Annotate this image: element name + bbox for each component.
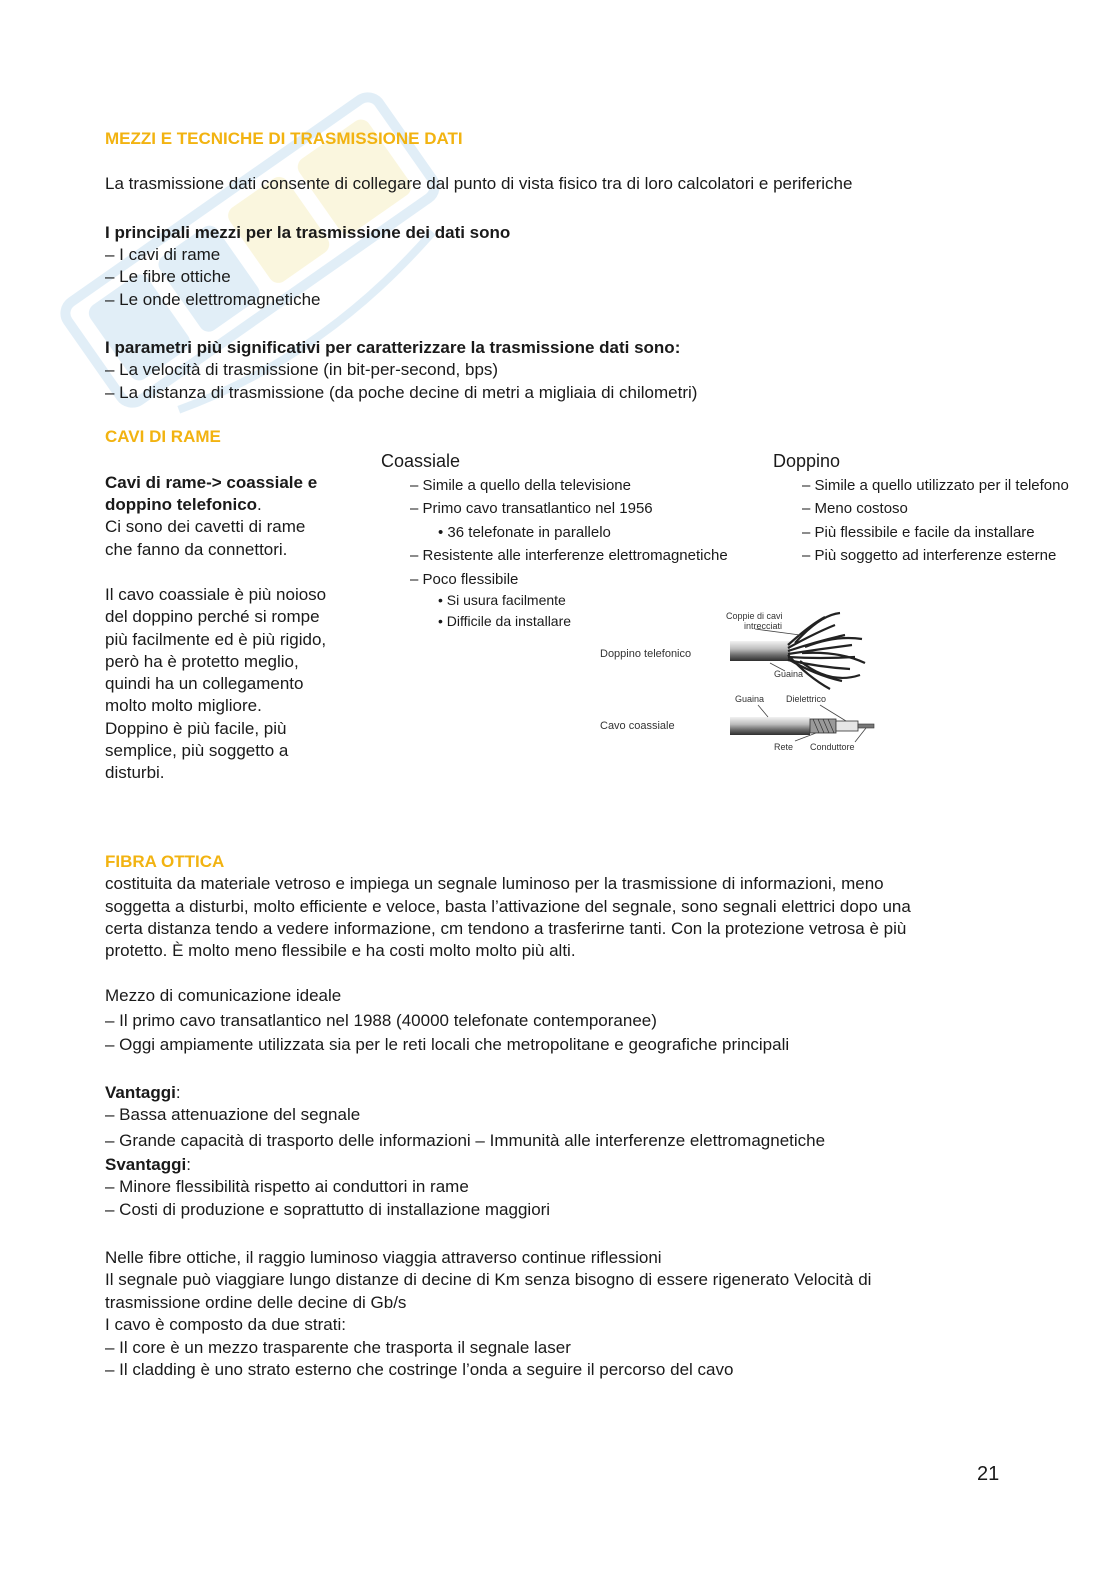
coax-conductor: [858, 724, 874, 728]
cavi-left-line: più facilmente ed è più rigido,: [105, 630, 327, 649]
cavi-left-bold-line: Cavi di rame-> coassiale e: [105, 473, 318, 492]
figure-label-intrecciati: intrecciati: [744, 621, 783, 631]
coax-dielectric: [836, 721, 858, 731]
cavi-left-line: però ha è protetto meglio,: [105, 652, 299, 671]
final-line: trasmissione ordine delle decine di Gb/s: [105, 1293, 407, 1312]
intro-text: La trasmissione dati consente di collegare dal punto di vista fisico tra di loro calcolatori e periferiche: [105, 174, 853, 193]
figure-label-dielettrico: Dielettrico: [786, 694, 827, 704]
figure-label-doppino: Doppino telefonico: [600, 648, 692, 660]
cavi-left-line: semplice, più soggetto a: [105, 741, 289, 760]
cavi-left-line: quindi ha un collegamento: [105, 674, 304, 693]
vantaggi-colon: :: [175, 1083, 181, 1102]
coassiale-item: – Resistente alle interferenze elettromagnetiche: [410, 547, 728, 564]
page-number: 21: [977, 1463, 1000, 1485]
cavi-left-line: Doppino è più facile, più: [105, 719, 287, 738]
twisted-pair-wires: [788, 613, 865, 689]
ideal-title: Mezzo di comunicazione ideale: [105, 986, 342, 1005]
fibra-paragraph-line: soggetta a disturbi, molto efficiente e veloce, basta l’attivazione del segnale, sono segnali elettrici dopo una: [105, 897, 911, 916]
section-heading-fibra: FIBRA OTTICA: [105, 852, 225, 871]
vantaggi-item: – Grande capacità di trasporto delle informazioni – Immunità alle interferenze elettromagnetiche: [105, 1131, 826, 1150]
cavi-left-line: che fanno da connettori.: [105, 540, 288, 559]
final-line: I cavo è composto da due strati:: [105, 1315, 346, 1334]
params-item: – La distanza di trasmissione (da poche decine di metri a migliaia di chilometri): [105, 383, 698, 402]
section-heading-cavi: CAVI DI RAME: [105, 427, 221, 446]
doppino-item: – Più soggetto ad interferenze esterne: [802, 547, 1057, 564]
cavi-left-bold-line2: [105, 494, 262, 517]
figure-label-coppie: Coppie di cavi: [726, 611, 783, 621]
coassiale-title: Coassiale: [381, 451, 461, 471]
figure-label-rete: Rete: [774, 742, 794, 752]
fibra-paragraph-line: costituita da materiale vetroso e impiega un segnale luminoso per la trasmissione di informazioni, meno: [105, 874, 884, 893]
twisted-pair-jacket: [730, 641, 790, 661]
cable-drawing: [590, 605, 890, 765]
coassiale-item: – Poco flessibile: [410, 571, 519, 588]
doppino-item: – Più flessibile e facile da installare: [802, 524, 1035, 541]
doppino-item: – Simile a quello utilizzato per il telefono: [802, 477, 1069, 494]
ideal-item: – Il primo cavo transatlantico nel 1988 (40000 telefonate contemporanee): [105, 1011, 657, 1030]
cable-figure: [590, 605, 890, 765]
svantaggi-colon: :: [186, 1155, 191, 1174]
cavi-left-bold-text: doppino telefonico: [105, 495, 258, 514]
figure-label-guaina-top: Guaina: [774, 669, 804, 679]
coassiale-subitem: • Si usura facilmente: [438, 592, 566, 608]
svantaggi-heading: [105, 1154, 191, 1177]
vantaggi-heading: [105, 1082, 181, 1105]
coassiale-subitem: • Difficile da installare: [438, 613, 572, 629]
svantaggi-item: – Minore flessibilità rispetto ai conduttori in rame: [105, 1177, 469, 1196]
svantaggi-item: – Costi di produzione e soprattutto di installazione maggiori: [105, 1200, 551, 1219]
final-line: – Il cladding è uno strato esterno che costringe l’onda a seguire il percorso del cavo: [105, 1360, 734, 1379]
coassiale-item: – Primo cavo transatlantico nel 1956: [410, 500, 653, 517]
figure-label-coassiale: Cavo coassiale: [600, 720, 675, 732]
fibra-paragraph-line: certa distanza tendo a vedere informazione, cm tendono a trasferirne tanti. Con la protezione vetrosa è più: [105, 919, 907, 938]
media-title: I principali mezzi per la trasmissione dei dati sono: [105, 223, 511, 242]
svantaggi-label: Svantaggi: [105, 1155, 187, 1174]
fibra-paragraph-line: protetto. È molto meno flessibile e ha costi molto molto più alti.: [105, 941, 576, 960]
media-item: – Le onde elettromagnetiche: [105, 290, 321, 309]
final-line: – Il core è un mezzo trasparente che trasporta il segnale laser: [105, 1338, 571, 1357]
final-line: Nelle fibre ottiche, il raggio luminoso viaggia attraverso continue riflessioni: [105, 1248, 662, 1267]
cavi-left-line: Il cavo coassiale è più noioso: [105, 585, 327, 604]
doppino-item: – Meno costoso: [802, 500, 908, 517]
coassiale-subitem: • 36 telefonate in parallelo: [438, 524, 611, 541]
params-item: – La velocità di trasmissione (in bit-per-second, bps): [105, 360, 499, 379]
params-title: I parametri più significativi per caratterizzare la trasmissione dati sono:: [105, 338, 681, 357]
cavi-left-line: disturbi.: [105, 763, 165, 782]
cavi-left-line: molto molto migliore.: [105, 696, 262, 715]
figure-label-conduttore: Conduttore: [810, 742, 855, 752]
section-heading-mezzi: MEZZI E TECNICHE DI TRASMISSIONE DATI: [105, 129, 463, 148]
ideal-item: – Oggi ampiamente utilizzata sia per le reti locali che metropolitane e geografiche principali: [105, 1035, 790, 1054]
cavi-left-line: Ci sono dei cavetti di rame: [105, 517, 306, 536]
final-line: Il segnale può viaggiare lungo distanze di decine di Km senza bisogno di essere rigenerato Velocità di: [105, 1270, 872, 1289]
vantaggi-item: – Bassa attenuazione del segnale: [105, 1105, 361, 1124]
coax-jacket: [730, 717, 810, 735]
figure-label-guaina-bottom: Guaina: [735, 694, 765, 704]
coassiale-item: – Simile a quello della televisione: [410, 477, 631, 494]
cavi-left-bold-period: .: [257, 495, 262, 514]
vantaggi-label: Vantaggi: [105, 1083, 176, 1102]
cavi-left-line: del doppino perché si rompe: [105, 607, 320, 626]
doppino-title: Doppino: [773, 451, 841, 471]
media-item: – Le fibre ottiche: [105, 267, 231, 286]
media-item: – I cavi di rame: [105, 245, 221, 264]
